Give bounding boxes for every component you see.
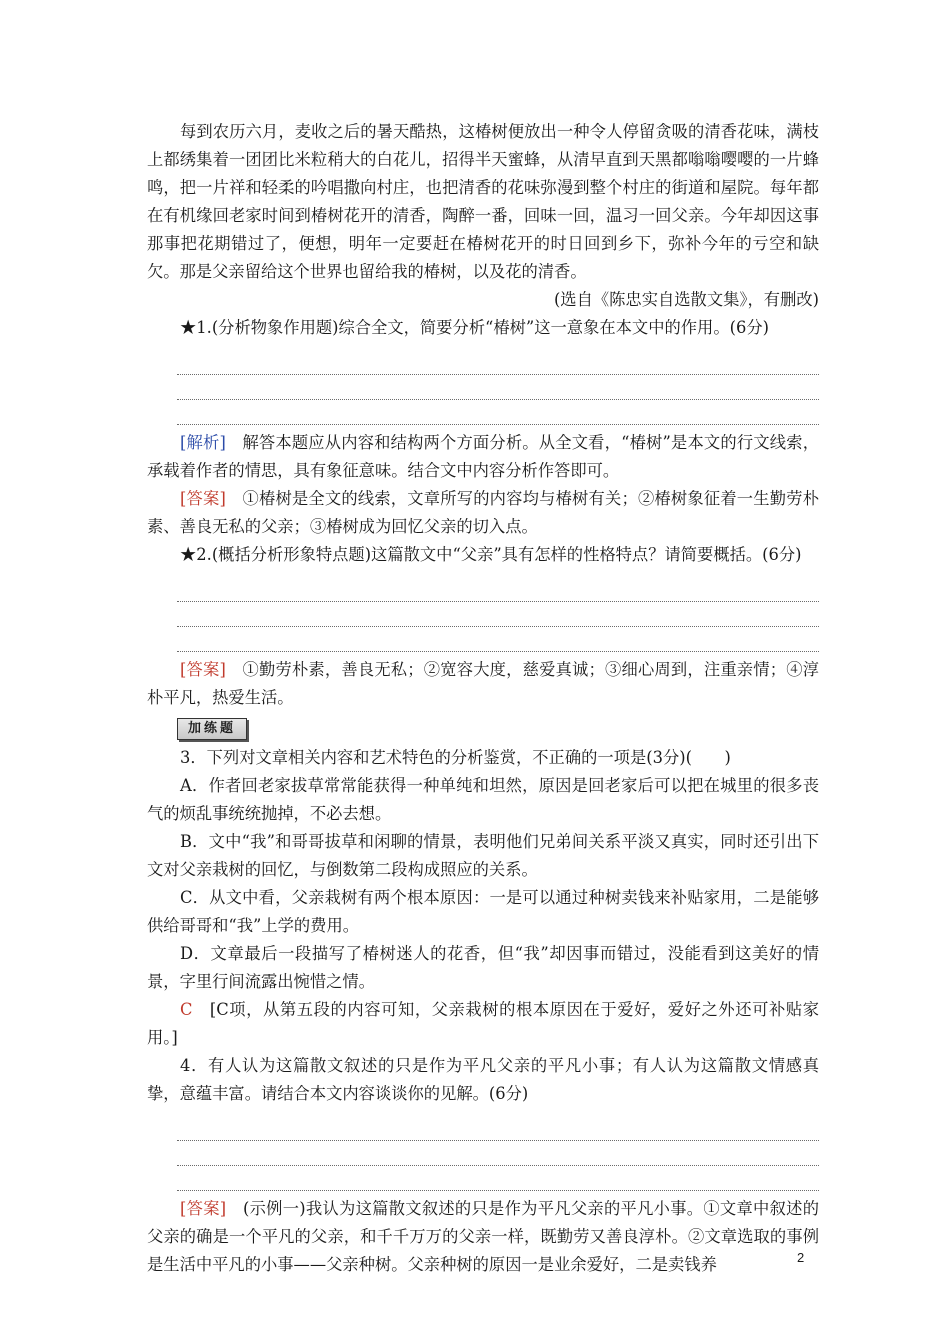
practice-badge: 加练题	[177, 718, 247, 740]
answer-line	[177, 602, 819, 627]
question-3: 3．下列对文章相关内容和艺术特色的分析鉴赏，不正确的一项是(3分)( )	[180, 748, 731, 767]
answer-line	[177, 350, 819, 375]
page-content	[147, 118, 819, 1279]
option-c: C．从文中看，父亲栽树有两个根本原因：一是可以通过种树卖钱来补贴家用，二是能够供给哥哥和“我”上学的费用。	[147, 888, 819, 935]
answer-lines-2	[177, 577, 819, 652]
answer-text: [C项，从第五段的内容可知，父亲栽树的根本原因在于爱好，爱好之外还可补贴家用。]	[147, 1000, 819, 1047]
answer-tag: [答案]	[180, 489, 226, 508]
question-1-analysis	[147, 429, 819, 485]
option-d: D．文章最后一段描写了椿树迷人的花香，但“我”却因事而错过，没能看到这美好的情景，字里行间流露出惋惜之情。	[147, 944, 819, 991]
answer-lines-4	[177, 1116, 819, 1191]
page-number: 2	[797, 1250, 805, 1265]
analysis-tag: [解析]	[180, 433, 226, 452]
question-4-answer	[147, 1195, 819, 1279]
question-1-answer	[147, 485, 819, 541]
source-citation: (选自《陈忠实自选散文集》，有删改)	[553, 290, 819, 309]
answer-line	[177, 400, 819, 425]
analysis-text: 解答本题应从内容和结构两个方面分析。从全文看，“椿树”是本文的行文线索，承载着作者的情思，具有象征意味。结合文中内容分析作答即可。	[147, 433, 819, 480]
closing-paragraph: 每到农历六月，麦收之后的暑天酷热，这椿树便放出一种令人停留贪吸的清香花味，满枝上都绣集着一团团比米粒稍大的白花儿，招得半天蜜蜂，从清早直到天黑都嗡嗡嘤嘤的一片蜂鸣，把一片祥和轻柔的吟唱撒向村庄，也把清香的花味弥漫到整个村庄的街道和屋院。每年都在有机缘回老家时间到椿树花开的清香，陶醉一番，回味一回，温习一回父亲。今年却因这事那事把花期错过了，便想，明年一定要赶在椿树花开的时日回到乡下，弥补今年的亏空和缺欠。那是父亲留给这个世界也留给我的椿树，以及花的清香。	[147, 122, 819, 281]
answer-line	[177, 1116, 819, 1141]
answer-lines-1	[177, 350, 819, 425]
question-1: ★1.(分析物象作用题)综合全文，简要分析“椿树”这一意象在本文中的作用。(6分)	[180, 318, 769, 337]
answer-tag: [答案]	[180, 1199, 227, 1218]
answer-tag: [答案]	[180, 660, 226, 679]
answer-line	[177, 1166, 819, 1191]
answer-text: ①勤劳朴素，善良无私；②宽容大度，慈爱真诚；③细心周到，注重亲情；④淳朴平凡，热爱生活。	[147, 660, 819, 707]
option-b: B．文中“我”和哥哥拔草和闲聊的情景，表明他们兄弟间关系平淡又真实，同时还引出下文对父亲栽树的回忆，与倒数第二段构成照应的关系。	[147, 832, 819, 879]
question-2-answer	[147, 656, 819, 712]
answer-line	[177, 577, 819, 602]
question-4: 4．有人认为这篇散文叙述的只是作为平凡父亲的平凡小事；有人认为这篇散文情感真挚，意蕴丰富。请结合本文内容谈谈你的见解。(6分)	[147, 1056, 819, 1103]
answer-text: ①椿树是全文的线索，文章所写的内容均与椿树有关；②椿树象征着一生勤劳朴素、善良无私的父亲；③椿树成为回忆父亲的切入点。	[147, 489, 819, 536]
answer-line	[177, 627, 819, 652]
question-3-answer	[147, 996, 819, 1052]
answer-line	[177, 375, 819, 400]
option-a: A．作者回老家拔草常常能获得一种单纯和坦然，原因是回老家后可以把在城里的很多丧气的烦乱事统统抛掉，不必去想。	[147, 776, 819, 823]
question-2: ★2.(概括分析形象特点题)这篇散文中“父亲”具有怎样的性格特点？请简要概括。(6分)	[180, 545, 802, 564]
answer-line	[177, 1141, 819, 1166]
answer-text: (示例一)我认为这篇散文叙述的只是作为平凡父亲的平凡小事。①文章中叙述的父亲的确是一个平凡的父亲，和千千万万的父亲一样，既勤劳又善良淳朴。②文章选取的事例是生活中平凡的小事——父亲种树。父亲种树的原因一是业余爱好，二是卖钱养	[147, 1199, 819, 1274]
answer-letter: C	[180, 1000, 193, 1019]
